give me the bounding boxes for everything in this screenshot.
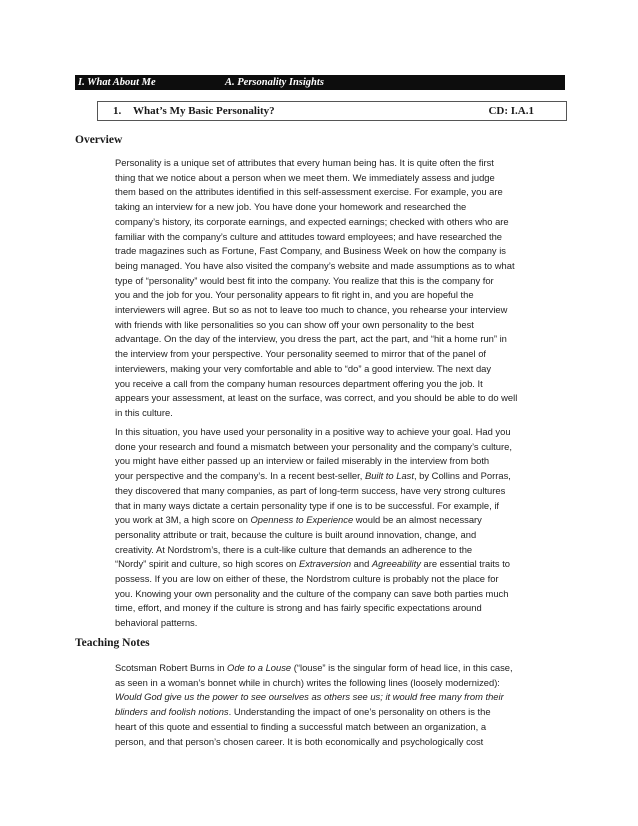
text-run: are essential traits to — [420, 558, 511, 570]
text-line: as seen in a woman’s bonnet while in church) writes the following lines (loosely modernized): — [115, 676, 500, 688]
text-line: familiar with the company’s culture and attitudes toward employees; and have researched the — [115, 230, 503, 242]
overview-paragraph-2 — [115, 425, 570, 631]
section-banner — [75, 75, 565, 90]
text-line — [115, 469, 570, 484]
text-line — [115, 557, 570, 572]
text-run: “Nordy” spirit and culture, so high scores on — [115, 558, 299, 570]
text-line — [115, 661, 570, 676]
exercise-number: 1. — [113, 105, 122, 117]
text-run: (“louse” is the singular form of head lice, in this case, — [291, 662, 513, 673]
text-line: done your research and found a mismatch between your personality and the company’s culture, — [115, 440, 512, 452]
text-run: would be an almost necessary — [353, 514, 482, 526]
section-label: I. What About Me — [78, 77, 156, 88]
text-line: appears your assessment, at least on the surface, was correct, and you should be able to do well — [115, 392, 518, 404]
exercise-title-box — [97, 101, 567, 121]
text-run: , by Collins and Porras, — [413, 470, 511, 482]
text-line: interviewers will agree. But so as not to leave too much to chance, you rehearse your interview — [115, 304, 508, 316]
text-line — [115, 705, 570, 720]
text-line: interviewers, making your very comfortable and able to “do” a good interview. The next day — [115, 362, 492, 374]
quote-line: Would God give us the power to see ourselves as others see us; it would free many from their — [115, 691, 504, 703]
text-run: your perspective and the company’s. In a recent best-seller, — [115, 470, 365, 482]
text-line — [115, 513, 570, 528]
text-line: in this culture. — [115, 406, 173, 418]
text-line: person, and that person’s chosen career. It is both economically and psychologically cost — [115, 735, 484, 747]
text-line: heart of this quote and essential to finding a successful match between an organization, a — [115, 720, 487, 732]
text-line: behavioral patterns. — [115, 617, 198, 629]
text-line: creativity. At Nordstrom’s, there is a cult-like culture that demands an adherence to the — [115, 543, 473, 555]
exercise-title: What’s My Basic Personality? — [133, 105, 275, 117]
trait-openness: Openness to Experience — [250, 514, 354, 526]
overview-paragraph-1 — [115, 156, 570, 421]
text-line: you might have either passed up an interview or failed miserably in the interview from both — [115, 455, 490, 467]
text-line: personality attribute or trait, because the culture is built around innovation, change, and — [115, 528, 477, 540]
text-line: thing that we notice about a person when we meet them. We immediately assess and judge — [115, 171, 495, 183]
quote-run: blinders and foolish notions — [115, 706, 229, 718]
text-line: type of “personality” would best fit into the company. You realize that this is the company for — [115, 274, 494, 286]
text-line: being managed. You have also visited the company’s website and made assumptions as to what — [115, 259, 515, 271]
teaching-notes-heading: Teaching Notes — [75, 637, 150, 649]
text-line: with friends with like personalities so you can show off your own personality to the best — [115, 318, 474, 330]
text-line: In this situation, you have used your personality in a positive way to achieve your goal. Had you — [115, 426, 511, 437]
trait-agreeability: Agreeability — [371, 558, 421, 570]
book-title-built-to-last: Built to Last — [364, 470, 414, 482]
text-line: you. Knowing your own personality and the culture of the company can save both parties much — [115, 587, 509, 599]
teaching-notes-paragraph — [115, 661, 570, 749]
text-run: and — [351, 558, 372, 570]
text-run: you work at 3M, a high score on — [115, 514, 251, 526]
text-line: Personality is a unique set of attributes that every human being has. It is quite often the first — [115, 157, 494, 168]
text-line: trade magazines such as Fortune, Fast Company, and Business Week on how the company is — [115, 245, 506, 257]
text-line: them based on the attributes identified in this self-assessment exercise. For example, you are — [115, 186, 503, 198]
text-line: the interview from your perspective. Your personality seemed to mirror that of the panel of — [115, 348, 487, 360]
text-line: time, effort, and money if the culture is strong and has fairly specific expectations around — [115, 602, 482, 614]
text-line: they discovered that many companies, as part of long-term success, have very strong cultures — [115, 484, 506, 496]
exercise-code: CD: I.A.1 — [488, 105, 534, 117]
text-line: you and the job for you. Your personality appears to fit right in, and you are hopeful the — [115, 289, 474, 301]
text-line: advantage. On the day of the interview, you dress the part, act the part, and “hit a home run” in — [115, 333, 507, 345]
poem-title: Ode to a Louse — [227, 662, 292, 673]
subsection-label: A. Personality Insights — [225, 77, 324, 88]
text-line: that in many ways dictate a certain personality type if one is to be successful. For example, if — [115, 499, 500, 511]
text-line: company’s history, its corporate earnings, and expected earnings; checked with others who are — [115, 215, 509, 227]
trait-extraversion: Extraversion — [298, 558, 352, 570]
overview-heading: Overview — [75, 134, 123, 146]
text-line: possess. If you are low on either of these, the Nordstrom culture is probably not the place for — [115, 573, 499, 585]
text-run: Scotsman Robert Burns in — [115, 662, 228, 673]
text-run: . Understanding the impact of one’s personality on others is the — [228, 706, 491, 718]
text-line: taking an interview for a new job. You have done your homework and researched the — [115, 201, 467, 213]
text-line: you receive a call from the company human resources department offering you the job. It — [115, 377, 483, 389]
